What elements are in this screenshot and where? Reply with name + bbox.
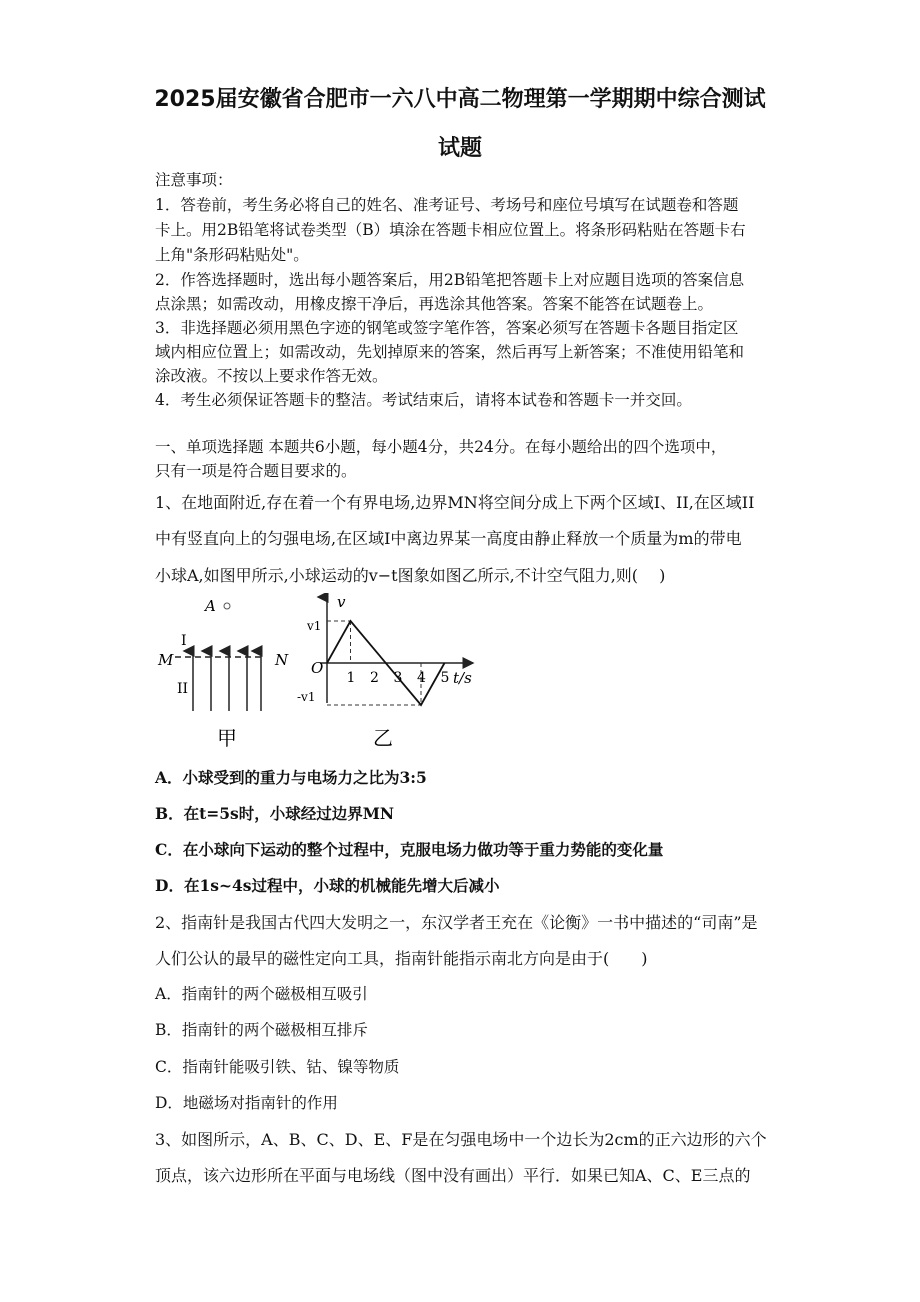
boundary-m-label: M bbox=[158, 651, 174, 669]
notice-line: 2．作答选择题时，选出每小题答案后，用2B铅笔把答题卡上对应题目选项的答案信息 bbox=[155, 271, 745, 289]
section-heading-line1: 一、单项选择题 本题共6小题，每小题4分，共24分。在每小题给出的四个选项中， bbox=[155, 438, 727, 456]
t-tick-label: 2 bbox=[370, 670, 379, 686]
t-tick-label: 4 bbox=[417, 670, 426, 686]
question-2-option-d: D．地磁场对指南针的作用 bbox=[155, 1094, 338, 1112]
question-1-stem: 小球A,如图甲所示,小球运动的v−t图象如图乙所示,不计空气阻力,则( ) bbox=[155, 566, 666, 585]
neg-v1-label: -v1 bbox=[297, 690, 316, 704]
figure-a-caption: 甲 bbox=[217, 726, 237, 750]
notice-line: 4．考生必须保证答题卡的整洁。考试结束后，请将本试卷和答题卡一并交回。 bbox=[155, 391, 692, 409]
notice-line: 1．答卷前，考生务必将自己的姓名、准考证号、考场号和座位号填写在试题卷和答题 bbox=[155, 196, 739, 214]
question-1-option-a: A．小球受到的重力与电场力之比为3:5 bbox=[155, 768, 427, 787]
t-tick-label: 1 bbox=[346, 670, 356, 686]
figure-a-electric-field bbox=[157, 597, 289, 750]
question-2-option-b: B．指南针的两个磁极相互排斥 bbox=[155, 1021, 368, 1039]
ball-a bbox=[224, 603, 230, 609]
notice-line: 涂改液。不按以上要求作答无效。 bbox=[155, 367, 388, 385]
figure-b-vt-graph bbox=[297, 593, 473, 750]
t-tick-label: 5 bbox=[440, 670, 450, 686]
notice-line: 3．非选择题必须用黑色字迹的钢笔或签字笔作答，答案必须写在答题卡各题目指定区 bbox=[155, 319, 739, 337]
ball-a-label: A bbox=[205, 597, 216, 615]
question-2-stem: 人们公认的最早的磁性定向工具，指南针能指示南北方向是由于( ) bbox=[155, 949, 648, 968]
page-title-line1: 2025届安徽省合肥市一六八中高二物理第一学期期中综合测试 bbox=[154, 87, 766, 112]
figure-b-caption: 乙 bbox=[373, 726, 393, 750]
notice-line: 点涂黑；如需改动，用橡皮擦干净后，再选涂其他答案。答案不能答在试题卷上。 bbox=[155, 295, 714, 313]
question-3-stem: 顶点，该六边形所在平面与电场线（图中没有画出）平行．如果已知A、C、E三点的 bbox=[155, 1166, 751, 1185]
question-1-option-c: C．在小球向下运动的整个过程中，克服电场力做功等于重力势能的变化量 bbox=[155, 840, 664, 859]
origin-label: O bbox=[311, 659, 324, 677]
v1-label: v1 bbox=[307, 619, 322, 633]
notice-heading: 注意事项： bbox=[155, 171, 233, 189]
question-2-option-a: A．指南针的两个磁极相互吸引 bbox=[155, 985, 368, 1003]
section-heading-line2: 只有一项是符合题目要求的。 bbox=[155, 462, 357, 480]
question-1-option-d: D．在1s~4s过程中，小球的机械能先增大后减小 bbox=[155, 876, 500, 895]
question-2-option-c: C．指南针能吸引铁、钴、镍等物质 bbox=[155, 1058, 400, 1076]
question-1-stem: 1、在地面附近,存在着一个有界电场,边界MN将空间分成上下两个区域I、II,在区域II bbox=[155, 493, 755, 512]
notice-line: 域内相应位置上；如需改动，先划掉原来的答案，然后再写上新答案；不准使用铅笔和 bbox=[155, 343, 745, 361]
question-3-stem: 3、如图所示，A、B、C、D、E、F是在匀强电场中一个边长为2cm的正六边形的六个 bbox=[155, 1130, 767, 1149]
page-title-line2: 试题 bbox=[437, 136, 482, 161]
region-1-label: I bbox=[181, 633, 187, 649]
region-2-label: II bbox=[177, 681, 189, 697]
boundary-n-label: N bbox=[275, 651, 289, 669]
t-tick-label: 3 bbox=[393, 670, 403, 686]
question-2-stem: 2、指南针是我国古代四大发明之一，东汉学者王充在《论衡》一书中描述的“司南”是 bbox=[155, 913, 758, 932]
notice-line: 卡上。用2B铅笔将试卷类型（B）填涂在答题卡相应位置上。将条形码粘贴在答题卡右 bbox=[155, 221, 746, 239]
question-1-stem: 中有竖直向上的匀强电场,在区域I中离边界某一高度由静止释放一个质量为m的带电 bbox=[155, 529, 742, 548]
v-axis-label: v bbox=[337, 593, 346, 611]
notice-line: 上角"条形码粘贴处"。 bbox=[155, 246, 309, 264]
question-1-option-b: B．在t=5s时，小球经过边界MN bbox=[155, 804, 395, 823]
question-1-figure bbox=[155, 593, 495, 753]
t-axis-label: t/s bbox=[453, 669, 472, 687]
